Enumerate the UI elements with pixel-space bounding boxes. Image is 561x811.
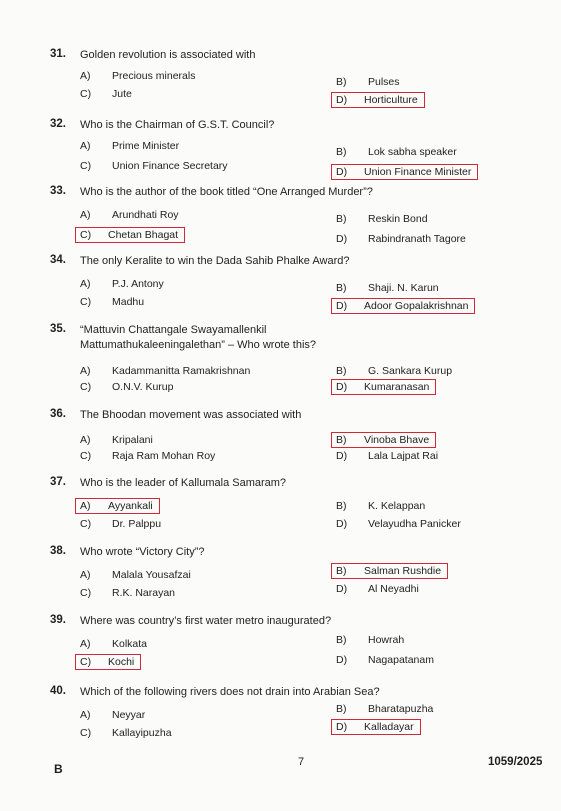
option-text: Ayyankali xyxy=(108,500,153,512)
question-number: 38. xyxy=(50,545,66,557)
option-a xyxy=(80,140,179,152)
option-letter: B) xyxy=(336,213,347,225)
option-letter: D) xyxy=(336,94,348,106)
option-b xyxy=(336,213,428,225)
option-d xyxy=(331,298,475,314)
option-d xyxy=(331,719,421,735)
question-number: 32. xyxy=(50,118,66,130)
option-c xyxy=(80,727,172,739)
option-text: Rabindranath Tagore xyxy=(368,233,466,245)
question-number: 39. xyxy=(50,614,66,626)
question-text: Who wrote “Victory City”? xyxy=(80,546,205,558)
question-number: 34. xyxy=(50,254,66,266)
option-letter: C) xyxy=(80,296,92,308)
option-letter: B) xyxy=(336,365,347,377)
option-a xyxy=(80,278,164,290)
question-number: 35. xyxy=(50,323,66,335)
option-text: Madhu xyxy=(112,296,145,308)
option-c xyxy=(80,160,228,172)
option-text: Kadammanitta Ramakrishnan xyxy=(112,365,251,377)
option-text: O.N.V. Kurup xyxy=(112,381,174,393)
question-35 xyxy=(0,323,561,393)
option-letter: B) xyxy=(336,500,347,512)
option-letter: C) xyxy=(80,88,92,100)
option-c xyxy=(80,450,215,462)
option-c xyxy=(80,296,144,308)
option-text: Dr. Palppu xyxy=(112,518,162,530)
option-a xyxy=(80,638,147,650)
option-text: Bharatapuzha xyxy=(368,703,434,715)
option-letter: C) xyxy=(80,229,92,241)
option-text: Malala Yousafzai xyxy=(112,569,191,581)
option-b xyxy=(336,365,452,377)
option-c xyxy=(80,381,173,393)
question-number: 31. xyxy=(50,48,66,60)
option-a xyxy=(80,209,179,221)
option-letter: B) xyxy=(336,282,347,294)
option-text: K. Kelappan xyxy=(368,500,426,512)
option-d xyxy=(336,233,466,245)
question-37 xyxy=(0,476,561,546)
option-d xyxy=(331,92,425,108)
question-text: Who is the leader of Kallumala Samaram? xyxy=(80,477,287,489)
option-b xyxy=(336,703,433,715)
option-a xyxy=(80,569,191,581)
option-letter: A) xyxy=(80,278,91,290)
option-text: Lok sabha speaker xyxy=(368,146,457,158)
option-letter: A) xyxy=(80,569,91,581)
option-letter: C) xyxy=(80,518,92,530)
option-c xyxy=(75,227,185,243)
option-text: R.K. Narayan xyxy=(112,587,176,599)
option-a xyxy=(75,498,160,514)
option-letter: C) xyxy=(80,656,92,668)
option-letter: C) xyxy=(80,160,92,172)
option-b xyxy=(336,76,400,88)
option-letter: A) xyxy=(80,70,91,82)
question-text: Who is the author of the book titled “One Arranged Murder”? xyxy=(80,186,373,198)
option-text: Neyyar xyxy=(112,709,146,721)
option-b xyxy=(336,500,425,512)
option-letter: D) xyxy=(336,518,348,530)
option-d xyxy=(336,518,461,530)
option-a xyxy=(80,70,195,82)
option-b xyxy=(331,563,448,579)
option-letter: B) xyxy=(336,434,347,446)
question-33 xyxy=(0,185,561,255)
option-text: Union Finance Minister xyxy=(364,166,472,178)
option-text: Salman Rushdie xyxy=(364,565,442,577)
option-text: G. Sankara Kurup xyxy=(368,365,453,377)
option-text: Howrah xyxy=(368,634,405,646)
option-text: Kallayipuzha xyxy=(112,727,172,739)
option-text: Precious minerals xyxy=(112,70,196,82)
paper-code: 1059/2025 xyxy=(488,756,543,768)
option-letter: D) xyxy=(336,166,348,178)
option-a xyxy=(80,709,145,721)
option-letter: B) xyxy=(336,703,347,715)
option-text: Prime Minister xyxy=(112,140,180,152)
option-b xyxy=(336,282,439,294)
option-text: Adoor Gopalakrishnan xyxy=(364,300,469,312)
option-b xyxy=(336,146,457,158)
option-b xyxy=(331,432,436,448)
option-c xyxy=(80,518,161,530)
option-text: Lala Lajpat Rai xyxy=(368,450,439,462)
option-text: Shaji. N. Karun xyxy=(368,282,439,294)
question-number: 40. xyxy=(50,685,66,697)
option-letter: D) xyxy=(336,233,348,245)
option-text: Horticulture xyxy=(364,94,418,106)
option-letter: C) xyxy=(80,727,92,739)
option-d xyxy=(336,583,419,595)
option-text: Pulses xyxy=(368,76,400,88)
option-letter: D) xyxy=(336,583,348,595)
option-letter: D) xyxy=(336,721,348,733)
option-d xyxy=(331,164,478,180)
question-number: 37. xyxy=(50,476,66,488)
option-d xyxy=(336,450,438,462)
option-text: Kripalani xyxy=(112,434,153,446)
question-36 xyxy=(0,408,561,478)
option-letter: A) xyxy=(80,500,91,512)
option-letter: A) xyxy=(80,434,91,446)
option-letter: A) xyxy=(80,365,91,377)
option-text: Kolkata xyxy=(112,638,148,650)
question-number: 33. xyxy=(50,185,66,197)
series-letter: B xyxy=(54,762,63,776)
option-text: Nagapatanam xyxy=(368,654,434,666)
option-c xyxy=(75,654,141,670)
option-text: Velayudha Panicker xyxy=(368,518,461,530)
option-letter: B) xyxy=(336,146,347,158)
option-text: Raja Ram Mohan Roy xyxy=(112,450,216,462)
option-a xyxy=(80,434,153,446)
option-b xyxy=(336,634,404,646)
question-text: Who is the Chairman of G.S.T. Council? xyxy=(80,119,275,131)
page-number: 7 xyxy=(298,756,305,768)
option-c xyxy=(80,88,132,100)
option-text: Al Neyadhi xyxy=(368,583,419,595)
question-text: Where was country’s first water metro inaugurated? xyxy=(80,615,332,627)
option-letter: C) xyxy=(80,450,92,462)
option-letter: D) xyxy=(336,654,348,666)
option-letter: C) xyxy=(80,381,92,393)
option-letter: A) xyxy=(80,709,91,721)
question-34 xyxy=(0,254,561,324)
question-32 xyxy=(0,118,561,188)
option-text: Arundhati Roy xyxy=(112,209,179,221)
option-text: Kalladayar xyxy=(364,721,414,733)
option-letter: D) xyxy=(336,300,348,312)
question-text: “Mattuvin Chattangale Swayamallenkil Mattumathukaleeningalethan” – Who wrote this? xyxy=(80,324,317,351)
option-letter: B) xyxy=(336,76,347,88)
option-d xyxy=(331,379,436,395)
option-a xyxy=(80,365,250,377)
question-31 xyxy=(0,48,561,118)
option-letter: A) xyxy=(80,140,91,152)
question-39 xyxy=(0,614,561,684)
option-text: Chetan Bhagat xyxy=(108,229,179,241)
question-text: Golden revolution is associated with xyxy=(80,49,256,61)
option-d xyxy=(336,654,434,666)
option-letter: C) xyxy=(80,587,92,599)
option-text: Vinoba Bhave xyxy=(364,434,430,446)
question-40 xyxy=(0,685,561,755)
option-letter: D) xyxy=(336,450,348,462)
question-text: Which of the following rivers does not drain into Arabian Sea? xyxy=(80,686,380,698)
option-text: Kochi xyxy=(108,656,135,668)
question-number: 36. xyxy=(50,408,66,420)
option-c xyxy=(80,587,175,599)
option-text: Reskin Bond xyxy=(368,213,428,225)
option-letter: B) xyxy=(336,565,347,577)
option-letter: A) xyxy=(80,638,91,650)
option-letter: B) xyxy=(336,634,347,646)
question-text: The Bhoodan movement was associated with xyxy=(80,409,302,421)
option-text: Union Finance Secretary xyxy=(112,160,228,172)
option-text: Kumaranasan xyxy=(364,381,430,393)
option-letter: D) xyxy=(336,381,348,393)
question-38 xyxy=(0,545,561,615)
option-text: P.J. Antony xyxy=(112,278,164,290)
question-text: The only Keralite to win the Dada Sahib Phalke Award? xyxy=(80,255,350,267)
option-letter: A) xyxy=(80,209,91,221)
option-text: Jute xyxy=(112,88,132,100)
